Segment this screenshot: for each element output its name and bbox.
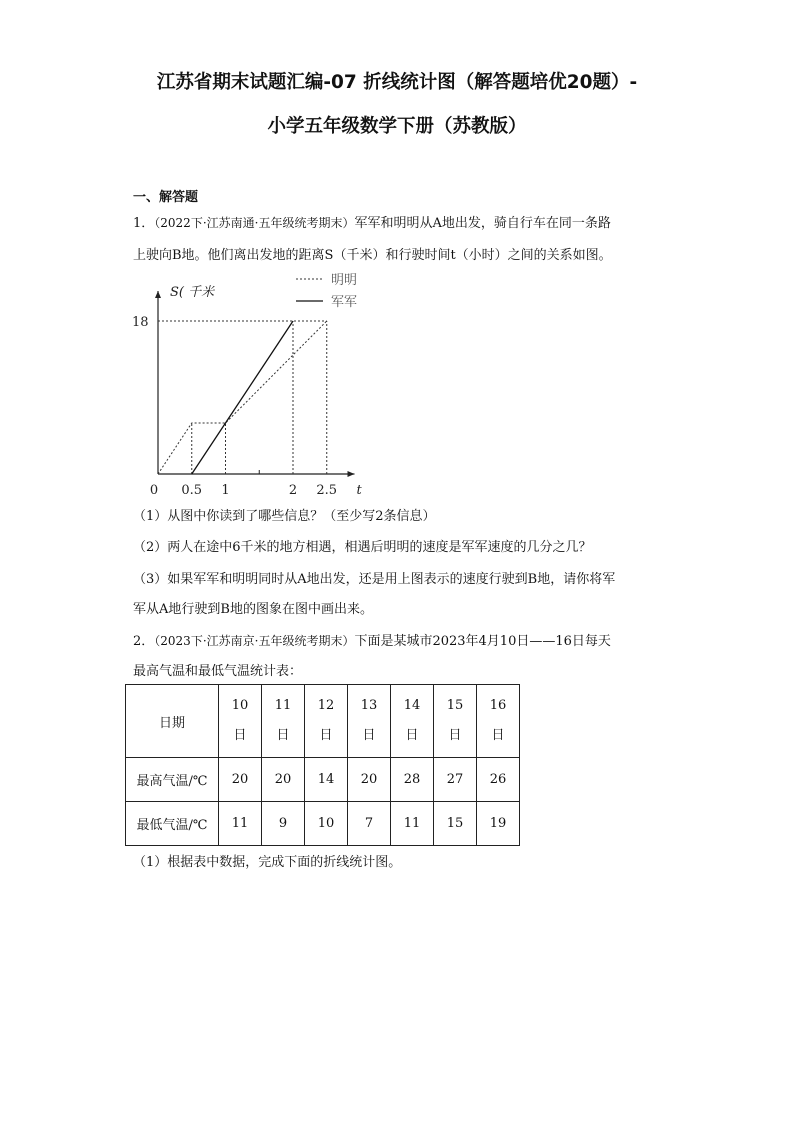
question1-source: （2022下·江苏南通·五年级统考期末） — [154, 216, 355, 230]
y-tick-label: 18 — [132, 315, 149, 330]
table-cell: 19 — [477, 802, 520, 846]
distance-time-graph — [128, 268, 378, 500]
table-date-cell: 16 日 — [477, 685, 520, 758]
table-header-date: 日期 — [126, 685, 219, 758]
temperature-table — [125, 684, 520, 846]
table-date-cell: 10 日 — [219, 685, 262, 758]
table-date-cell: 13 日 — [348, 685, 391, 758]
table-row-label: 最高气温/℃ — [126, 758, 219, 802]
x-tick-label: 2 — [288, 483, 298, 498]
table-date-cell: 11 日 — [262, 685, 305, 758]
x-axis-label: t — [356, 483, 362, 498]
x-tick-label: 0.5 — [181, 483, 203, 498]
question1-sub3-line2: 军从A地行驶到B地的图象在图中画出来。 — [133, 602, 373, 617]
table-cell: 26 — [477, 758, 520, 802]
x-tick-label: 2.5 — [316, 483, 338, 498]
table-cell: 11 — [219, 802, 262, 846]
table-cell: 11 — [391, 802, 434, 846]
table-cell: 15 — [434, 802, 477, 846]
table-row-max-temp — [126, 758, 520, 802]
question2-text-line2: 最高气温和最低气温统计表： — [133, 664, 303, 679]
y-axis-arrow — [155, 291, 161, 298]
question2-source: （2023下·江苏南京·五年级统考期末） — [154, 634, 355, 648]
x-tick-label: 1 — [221, 483, 230, 498]
table-cell: 7 — [348, 802, 391, 846]
table-cell: 14 — [305, 758, 348, 802]
table-cell: 20 — [348, 758, 391, 802]
y-axis-label: S( 千米 — [170, 285, 215, 300]
question1-sub3-line1: （3）如果军军和明明同时从A地出发，还是用上图表示的速度行驶到B地，请你将军 — [133, 572, 616, 587]
x-axis-arrow — [348, 471, 355, 477]
document-title-line1: 江苏省期末试题汇编-07 折线统计图（解答题培优20题）- — [156, 72, 638, 93]
table-row-label: 最低气温/℃ — [126, 802, 219, 846]
question1-sub1: （1）从图中你读到了哪些信息？（至少写2条信息） — [133, 509, 436, 524]
table-date-cell: 12 日 — [305, 685, 348, 758]
table-cell: 28 — [391, 758, 434, 802]
question1-number: 1． — [133, 216, 155, 231]
table-row-min-temp — [126, 802, 520, 846]
table-date-cell: 14 日 — [391, 685, 434, 758]
table-cell: 9 — [262, 802, 305, 846]
document-title-line2: 小学五年级数学下册（苏教版） — [267, 116, 527, 137]
question1-text-line2: 上驶向B地。他们离出发地的距离S（千米）和行驶时间t（小时）之间的关系如图。 — [133, 248, 612, 263]
graph-axes — [155, 291, 358, 477]
graph-marks — [158, 279, 327, 474]
origin-label: 0 — [149, 483, 159, 498]
table-cell: 27 — [434, 758, 477, 802]
table-cell: 10 — [305, 802, 348, 846]
legend-mingming-label: 明明 — [331, 273, 358, 288]
question2-text-line1: 下面是某城市2023年4月10日——16日每天 — [354, 634, 611, 649]
table-date-cell: 15 日 — [434, 685, 477, 758]
section-heading: 一、解答题 — [133, 190, 199, 205]
table-cell: 20 — [219, 758, 262, 802]
question2-line1 — [133, 630, 611, 649]
question1-line1 — [133, 212, 611, 231]
table-cell: 20 — [262, 758, 305, 802]
question1-sub2: （2）两人在途中6千米的地方相遇，相遇后明明的速度是军军速度的几分之几？ — [133, 540, 592, 555]
table-header-row — [126, 685, 520, 758]
series-junjun-line — [192, 321, 293, 474]
question1-text-line1: 军军和明明从A地出发，骑自行车在同一条路 — [354, 216, 611, 231]
question2-sub1: （1）根据表中数据，完成下面的折线统计图。 — [133, 855, 402, 870]
question2-number: 2． — [133, 634, 155, 649]
legend-junjun-label: 军军 — [331, 295, 358, 310]
graph-labels — [132, 273, 363, 498]
